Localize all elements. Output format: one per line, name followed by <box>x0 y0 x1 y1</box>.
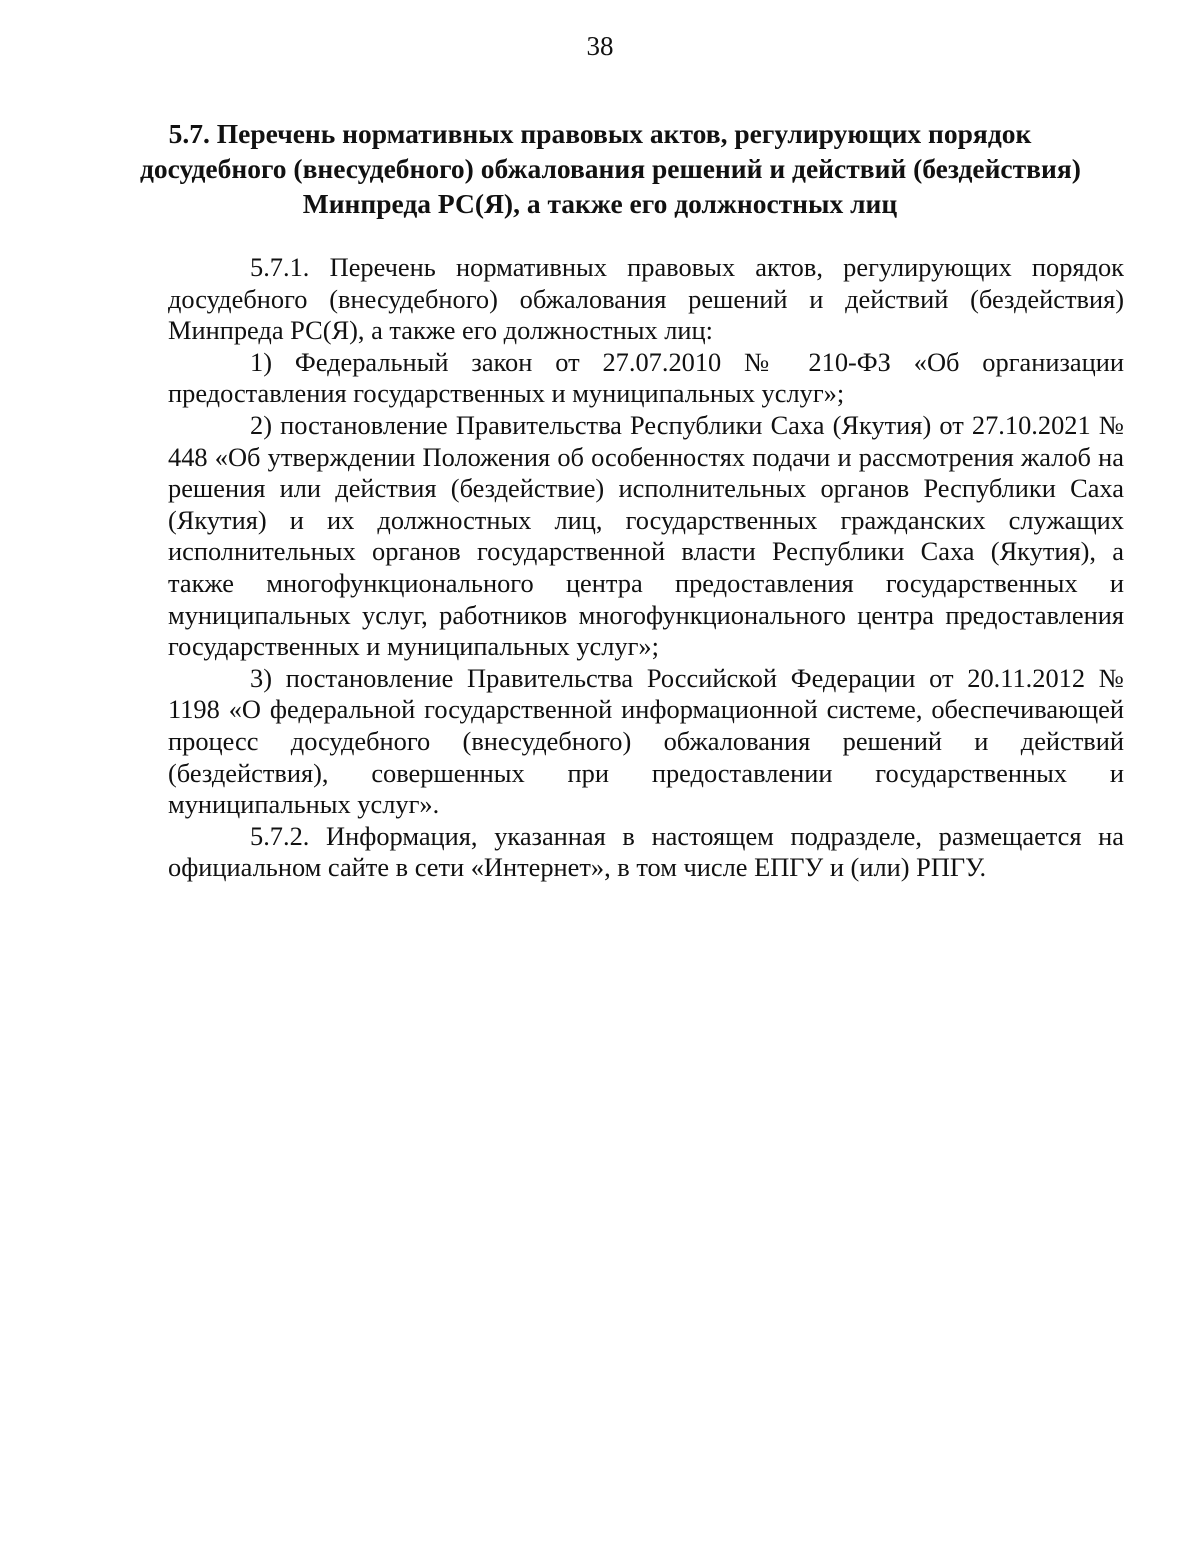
page-number: 38 <box>586 31 614 61</box>
list-item-federal-law-210: 1) Федеральный закон от 27.07.2010 № 210-ФЗ «Об организации предоставления государственных и муниципальных услуг»; <box>168 346 1124 409</box>
document-body <box>168 252 1124 884</box>
section-title <box>140 116 1081 221</box>
list-item-resolution-448: 2) постановление Правительства Республики Саха (Якутия) от 27.10.2021 № 448 «Об утверждении Положения об особенностях подачи и рассмотрения жалоб на решения или действия (бездействие) исполнительных органов Республики Саха (Якутия) и их должностных лиц, государственных гражданских служащих исполнительных органов государственной власти Республики Саха (Якутия), а также многофункционального центра предоставления государственных и муниципальных услуг, работников многофункционального центра предоставления государственных и муниципальных услуг»; <box>168 409 1124 662</box>
section-title-line: Минпреда РС(Я), а также его должностных лиц <box>302 188 898 219</box>
list-item-resolution-1198: 3) постановление Правительства Российской Федерации от 20.11.2012 № 1198 «О федеральной государственной информационной системе, обеспечивающей процесс досудебного (внесудебного) обжалования решений и действий (бездействия), совершенных при предоставлении государственных и муниципальных услуг». <box>168 662 1124 820</box>
paragraph-5-7-2: 5.7.2. Информация, указанная в настоящем подразделе, размещается на официальном сайте в сети «Интернет», в том числе ЕПГУ и (или) РПГУ. <box>168 820 1124 883</box>
section-title-line: 5.7. Перечень нормативных правовых актов, регулирующих порядок <box>168 118 1032 149</box>
paragraph-5-7-1: 5.7.1. Перечень нормативных правовых актов, регулирующих порядок досудебного (внесудебного) обжалования решений и действий (бездействия) Минпреда РС(Я), а также его должностных лиц: <box>168 252 1124 346</box>
section-title-line: досудебного (внесудебного) обжалования решений и действий (бездействия) <box>140 153 1081 184</box>
